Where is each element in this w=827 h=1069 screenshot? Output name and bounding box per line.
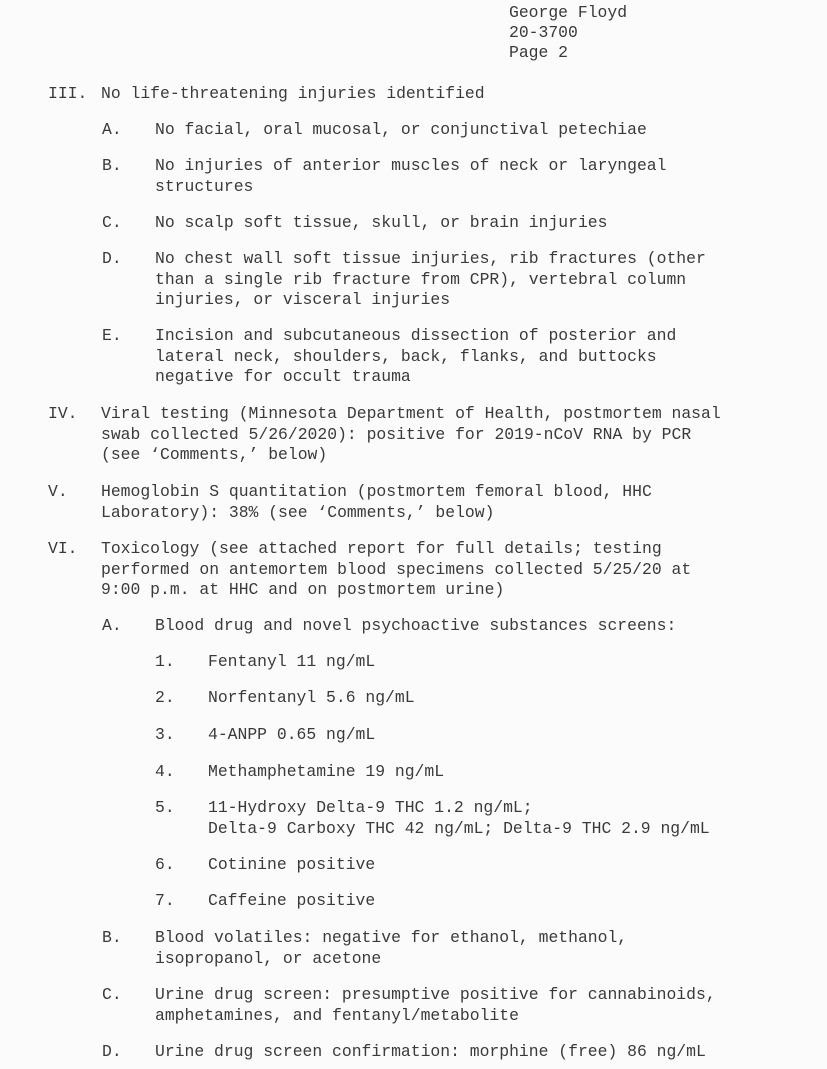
subitem-4-marker: 4. [155, 762, 175, 781]
text-line: No scalp soft tissue, skull, or brain injuries [155, 213, 608, 232]
subitem-2-marker: 2. [155, 688, 175, 707]
subitem-7-text: Caffeine positive [208, 891, 376, 910]
text-line: amphetamines, and fentanyl/metabolite [155, 1005, 519, 1025]
item-vi-b-marker: B. [102, 928, 122, 947]
text-line: performed on antemortem blood specimens collected 5/25/20 at [101, 559, 692, 579]
item-vi-a-text: Blood drug and novel psychoactive substances screens: [155, 616, 677, 635]
subitem-3-marker: 3. [155, 725, 175, 744]
text-line: swab collected 5/26/2020): positive for 2019-nCoV RNA by PCR [101, 424, 692, 444]
subitem-1-text: Fentanyl 11 ng/mL [208, 652, 376, 671]
item-iii-d-text [155, 249, 706, 311]
section-iv-numeral: IV. [48, 404, 78, 423]
item-iii-e-marker: E. [102, 326, 122, 345]
text-line: Toxicology (see attached report for full details; testing [101, 539, 662, 558]
text-line: No facial, oral mucosal, or conjunctival petechiae [155, 120, 647, 139]
subitem-5-text [208, 798, 710, 839]
item-vi-d-text: Urine drug screen confirmation: morphine (free) 86 ng/mL [155, 1042, 706, 1061]
item-iii-a-text [155, 120, 647, 141]
subitem-6-text: Cotinine positive [208, 855, 376, 874]
item-vi-c-text [155, 985, 716, 1026]
text-line: Incision and subcutaneous dissection of posterior and [155, 326, 677, 345]
section-iii-numeral: III. [48, 84, 88, 103]
page-number: Page 2 [509, 43, 569, 62]
item-iii-b-text [155, 156, 666, 197]
item-iii-a-marker: A. [102, 120, 122, 139]
text-line: than a single rib fracture from CPR), vertebral column [155, 269, 687, 289]
item-iii-c-marker: C. [102, 213, 122, 232]
subitem-4-text: Methamphetamine 19 ng/mL [208, 762, 445, 781]
text-line: Delta-9 Carboxy THC 42 ng/mL; Delta-9 THC 2.9 ng/mL [208, 818, 710, 838]
text-line: injuries, or visceral injuries [155, 290, 451, 309]
text-line: 11-Hydroxy Delta-9 THC 1.2 ng/mL; [208, 798, 533, 817]
subitem-7-marker: 7. [155, 891, 175, 910]
item-vi-d-marker: D. [102, 1042, 122, 1061]
text-line: No chest wall soft tissue injuries, rib fractures (other [155, 249, 706, 268]
text-line: Blood volatiles: negative for ethanol, methanol, [155, 928, 628, 947]
text-line: negative for occult trauma [155, 367, 411, 386]
section-vi-numeral: VI. [48, 539, 78, 558]
item-vi-a-marker: A. [102, 616, 122, 635]
section-vi-text [101, 539, 691, 601]
text-line: No injuries of anterior muscles of neck or laryngeal [155, 156, 667, 175]
text-line: structures [155, 176, 254, 196]
section-v-text [101, 482, 652, 523]
subject-name: George Floyd [509, 3, 628, 22]
subitem-2-text: Norfentanyl 5.6 ng/mL [208, 688, 415, 707]
item-vi-c-marker: C. [102, 985, 122, 1004]
subitem-5-marker: 5. [155, 798, 175, 817]
subitem-3-text: 4-ANPP 0.65 ng/mL [208, 725, 376, 744]
text-line: Viral testing (Minnesota Department of Health, postmortem nasal [101, 404, 721, 423]
item-iii-d-marker: D. [102, 249, 122, 268]
section-iv-text [101, 404, 721, 466]
item-iii-e-text [155, 326, 676, 388]
section-v-numeral: V. [48, 482, 68, 501]
item-iii-b-marker: B. [102, 156, 122, 175]
section-iii-text: No life-threatening injuries identified [101, 84, 485, 103]
text-line: Laboratory): 38% (see ‘Comments,’ below) [101, 502, 495, 522]
text-line: Urine drug screen: presumptive positive for cannabinoids, [155, 985, 716, 1004]
text-line: (see ‘Comments,’ below) [101, 445, 328, 464]
item-iii-c-text [155, 213, 607, 234]
text-line: 9:00 p.m. at HHC and on postmortem urine) [101, 580, 505, 599]
text-line: isopropanol, or acetone [155, 948, 382, 968]
subitem-6-marker: 6. [155, 855, 175, 874]
page-header [509, 3, 627, 63]
item-vi-b-text [155, 928, 627, 969]
text-line: lateral neck, shoulders, back, flanks, and buttocks [155, 346, 657, 366]
case-number: 20-3700 [509, 23, 578, 42]
subitem-1-marker: 1. [155, 652, 175, 671]
text-line: Hemoglobin S quantitation (postmortem femoral blood, HHC [101, 482, 652, 501]
